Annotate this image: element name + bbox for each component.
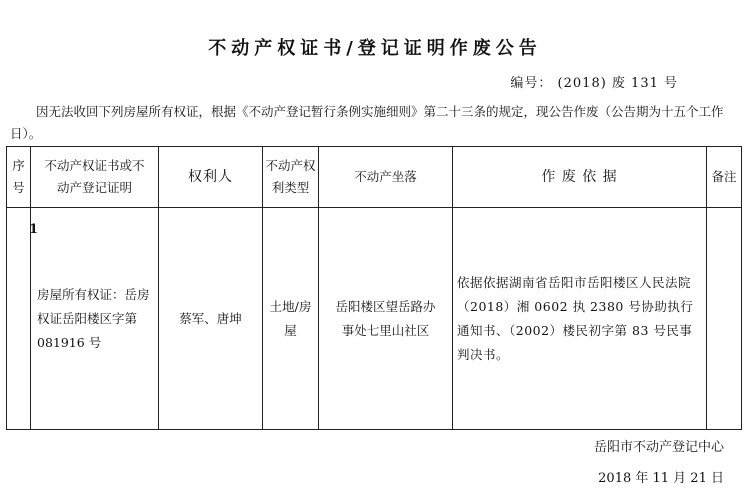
issue-date: 2018 年 11 月 21 日 bbox=[598, 471, 724, 486]
header-cert: 不动产权证书或不动产登记证明 bbox=[31, 147, 159, 208]
right-holder: 蔡军、唐坤 bbox=[159, 208, 263, 430]
notice-title: 不动产权证书/登记证明作废公告 bbox=[208, 38, 542, 59]
issuing-organization: 岳阳市不动产登记中心 bbox=[593, 440, 724, 455]
remark bbox=[707, 208, 742, 430]
header-remark: 备注 bbox=[707, 147, 742, 208]
certificate-number: 房屋所有权证：岳房权证岳阳楼区字第 081916 号 bbox=[31, 208, 159, 430]
cancellation-table bbox=[6, 146, 742, 430]
header-no: 序号 bbox=[7, 147, 31, 208]
property-location: 岳阳楼区望岳路办事处七里山社区 bbox=[319, 208, 453, 430]
header-right-type: 不动产权利类型 bbox=[263, 147, 319, 208]
notice-body bbox=[10, 101, 740, 145]
table-row bbox=[7, 208, 742, 430]
document-number: 编号： (2018) 废 131 号 bbox=[510, 76, 678, 91]
right-type: 土地/房屋 bbox=[263, 208, 319, 430]
header-holder: 权利人 bbox=[159, 147, 263, 208]
notice-body-text: 因无法收回下列房屋所有权证，根据《不动产登记暂行条例实施细则》第二十三条的规定，现公告作废（公告期为十五个工作日）。 bbox=[10, 104, 724, 141]
cancellation-basis: 依据依据湖南省岳阳市岳阳楼区人民法院（2018）湘 0602 执 2380 号协助执行通知书、（2002）楼民初字第 83 号民事判决书。 bbox=[453, 208, 707, 430]
row-number: 1 bbox=[7, 208, 31, 430]
header-location: 不动产坐落 bbox=[319, 147, 453, 208]
table-header-row bbox=[7, 147, 742, 208]
header-basis: 作 废 依 据 bbox=[453, 147, 707, 208]
